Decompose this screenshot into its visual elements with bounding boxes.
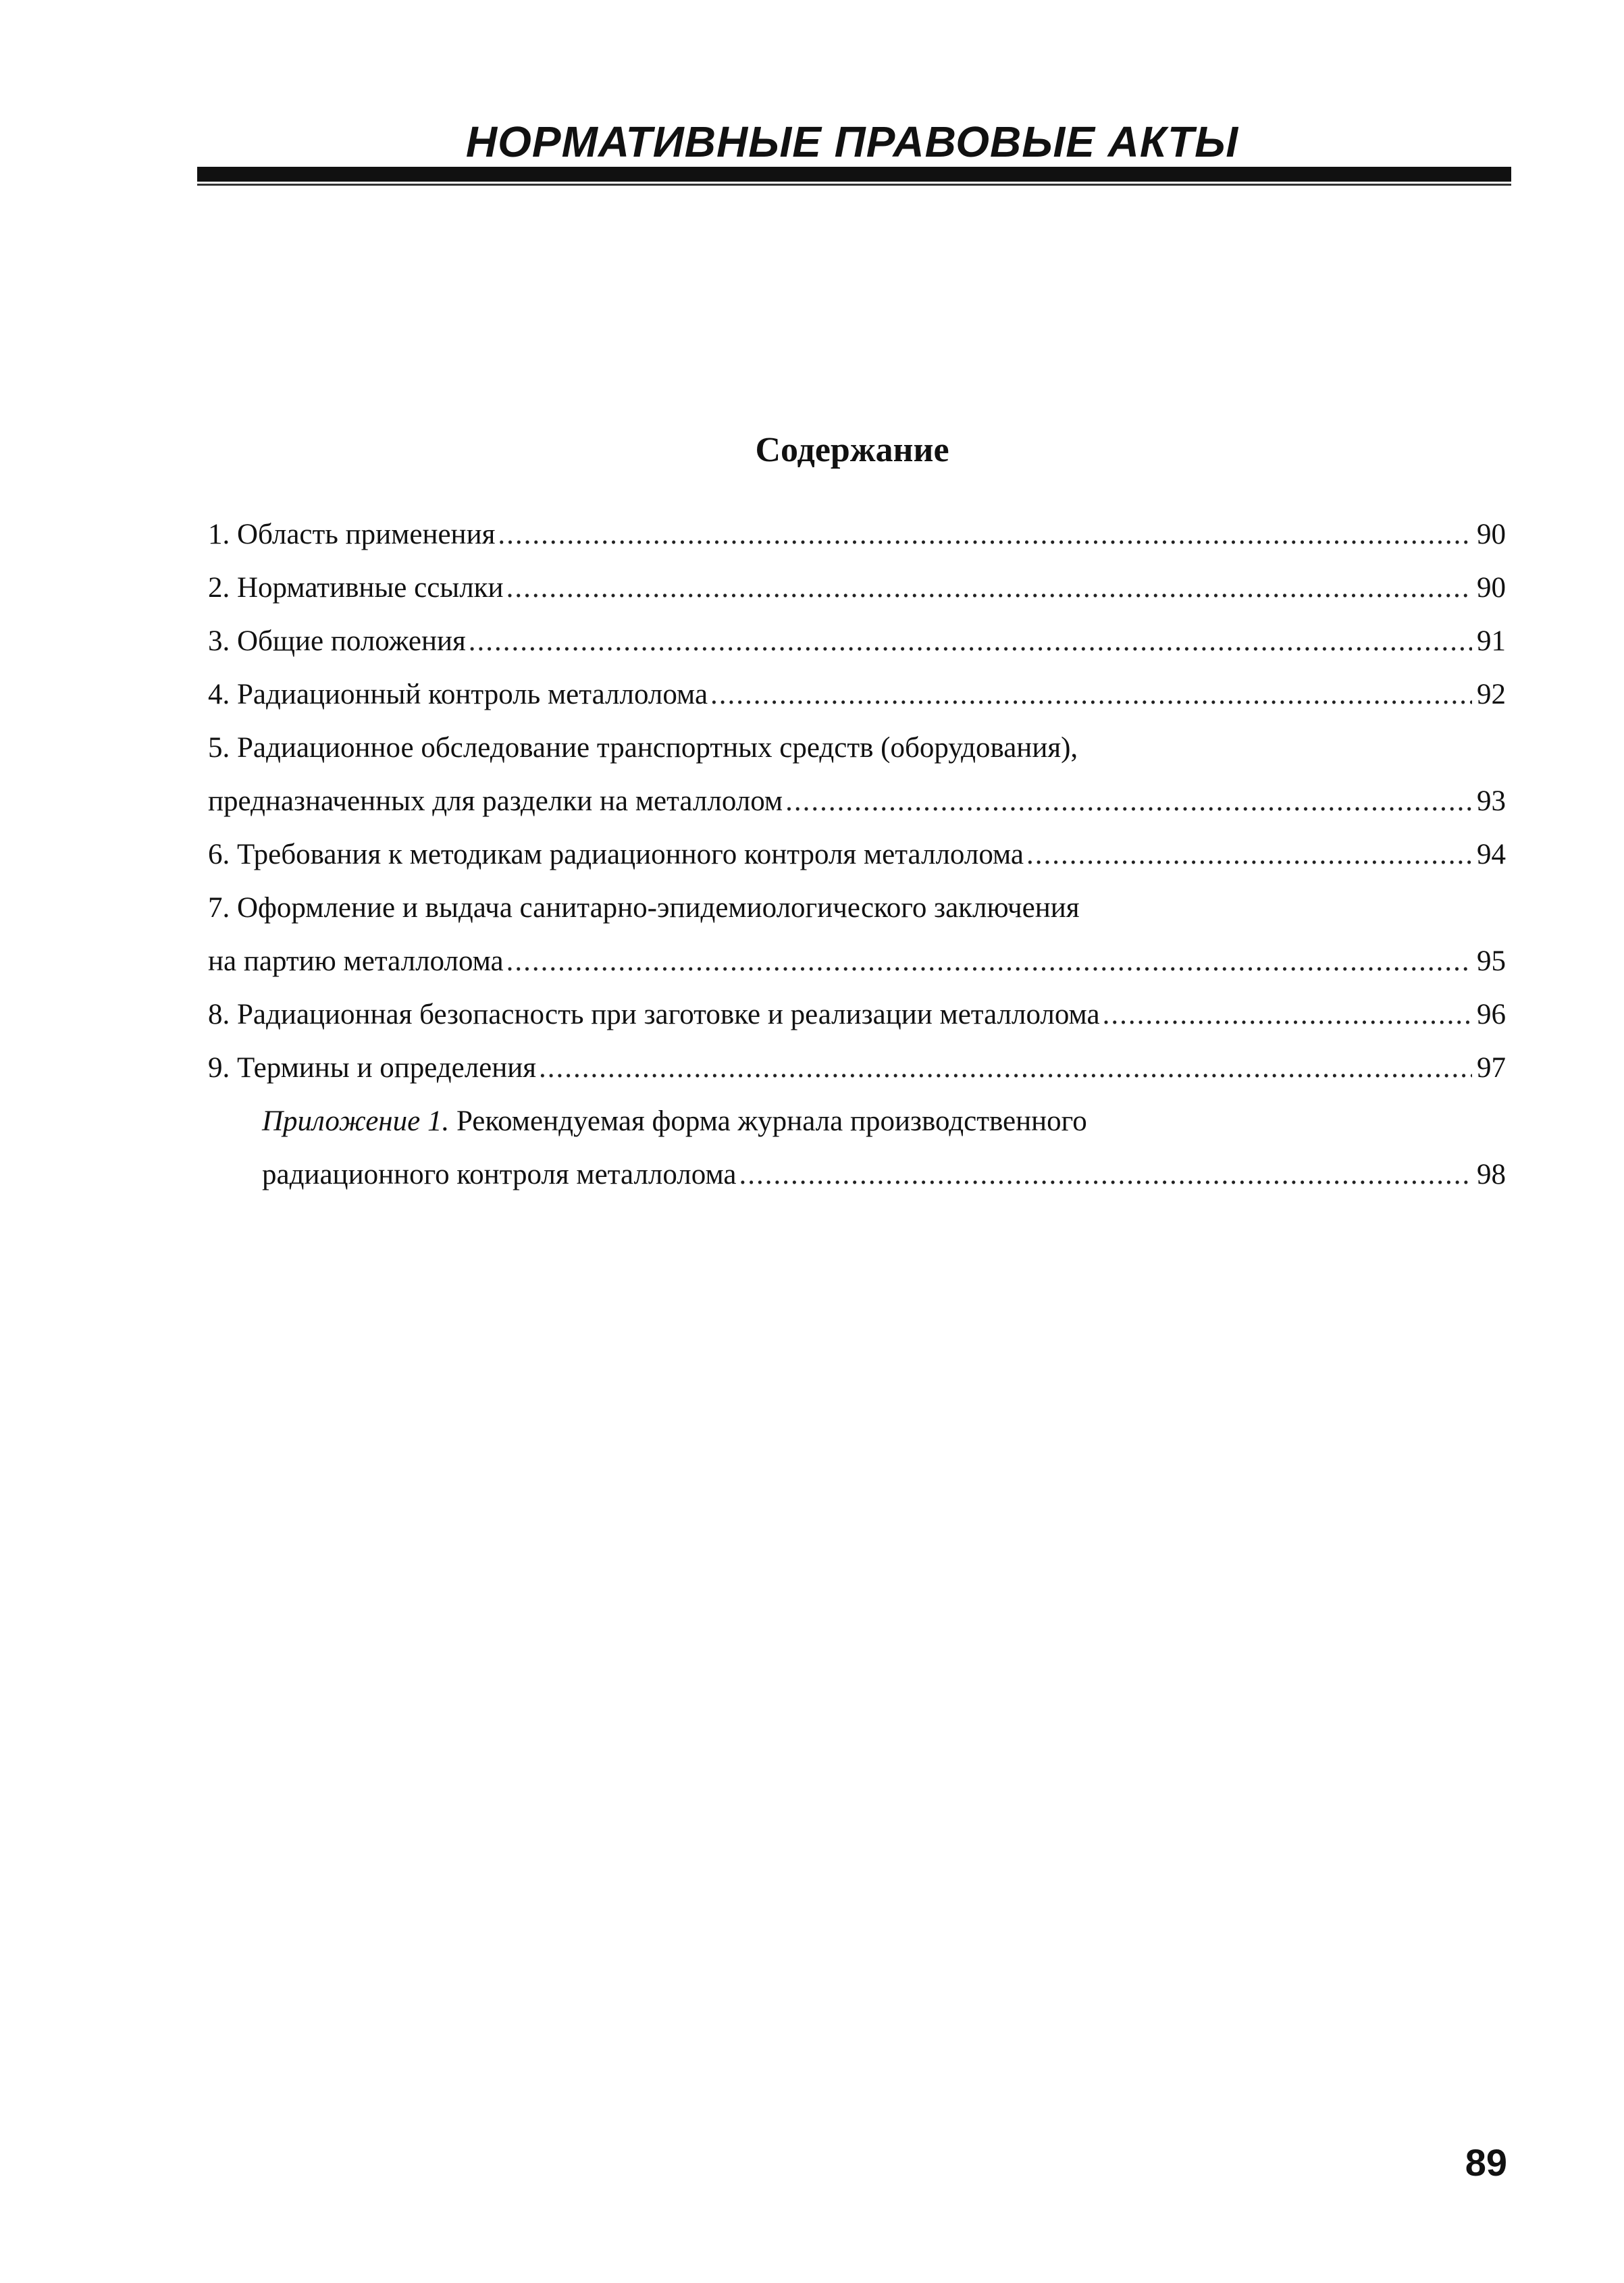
- toc-entry-text: 4. Радиационный контроль металлолома: [208, 679, 708, 710]
- toc-entry-page: 91: [1477, 625, 1506, 657]
- toc-entry-page: 90: [1477, 519, 1506, 550]
- toc-entry-continuation-text: радиационного контроля металлолома: [262, 1159, 737, 1190]
- toc-appendix-title: Рекомендуемая форма журнала производственного: [449, 1105, 1087, 1137]
- toc-entry: [208, 614, 1506, 668]
- toc-entry-page: 94: [1477, 839, 1506, 870]
- header-rule-thin: [197, 184, 1511, 186]
- toc-leader-dots: [469, 614, 1472, 668]
- toc-entry-page: 96: [1477, 999, 1506, 1030]
- toc-entry-text: 1. Область применения: [208, 519, 496, 550]
- toc-entry-page: 98: [1477, 1159, 1506, 1190]
- page-number: 89: [1465, 2141, 1507, 2184]
- toc-entry-text: 2. Нормативные ссылки: [208, 572, 504, 604]
- running-header: НОРМАТИВНЫЕ ПРАВОВЫЕ АКТЫ: [465, 117, 1239, 166]
- toc-entry-page: 92: [1477, 679, 1506, 710]
- header-rule: [197, 167, 1511, 182]
- toc-entry-text: 6. Требования к методикам радиационного контроля металлолома: [208, 839, 1024, 870]
- toc-entry-text: 9. Термины и определения: [208, 1052, 537, 1084]
- toc-leader-dots: [539, 1041, 1472, 1095]
- toc-leader-dots: [739, 1148, 1472, 1201]
- table-of-contents: [208, 508, 1506, 1201]
- toc-title: Содержание: [755, 431, 949, 469]
- toc-entry-text: 7. Оформление и выдача санитарно-эпидемиологического заключения: [208, 892, 1080, 924]
- toc-appendix-first-line: [208, 1095, 1506, 1148]
- toc-entry-page: 95: [1477, 945, 1506, 977]
- toc-entry-continuation: [208, 775, 1506, 828]
- toc-appendix-continuation: [208, 1148, 1506, 1201]
- toc-entry-text: 3. Общие положения: [208, 625, 466, 657]
- toc-entry: [208, 1041, 1506, 1095]
- toc-entry-page: 90: [1477, 572, 1506, 604]
- toc-entry: [208, 561, 1506, 614]
- toc-entry: [208, 508, 1506, 561]
- toc-entry-continuation-text: предназначенных для разделки на металлолом: [208, 785, 783, 817]
- toc-leader-dots: [1103, 988, 1472, 1041]
- toc-leader-dots: [785, 775, 1472, 828]
- toc-entry-continuation: [208, 935, 1506, 988]
- toc-leader-dots: [506, 935, 1472, 988]
- toc-leader-dots: [1026, 828, 1472, 881]
- toc-leader-dots: [710, 668, 1472, 721]
- toc-entry: [208, 668, 1506, 721]
- toc-entry-first-line: [208, 881, 1506, 935]
- toc-entry: [208, 988, 1506, 1041]
- toc-entry-text: 5. Радиационное обследование транспортных средств (оборудования),: [208, 732, 1078, 764]
- toc-appendix-text: [262, 1095, 1087, 1148]
- toc-entry-first-line: [208, 721, 1506, 775]
- toc-leader-dots: [506, 561, 1472, 614]
- toc-entry: [208, 828, 1506, 881]
- toc-entry-page: 97: [1477, 1052, 1506, 1084]
- toc-entry-continuation-text: на партию металлолома: [208, 945, 504, 977]
- toc-entry-text: 8. Радиационная безопасность при заготовке и реализации металлолома: [208, 999, 1100, 1030]
- toc-appendix-label: Приложение 1.: [262, 1105, 450, 1137]
- toc-entry-page: 93: [1477, 785, 1506, 817]
- toc-leader-dots: [498, 508, 1472, 561]
